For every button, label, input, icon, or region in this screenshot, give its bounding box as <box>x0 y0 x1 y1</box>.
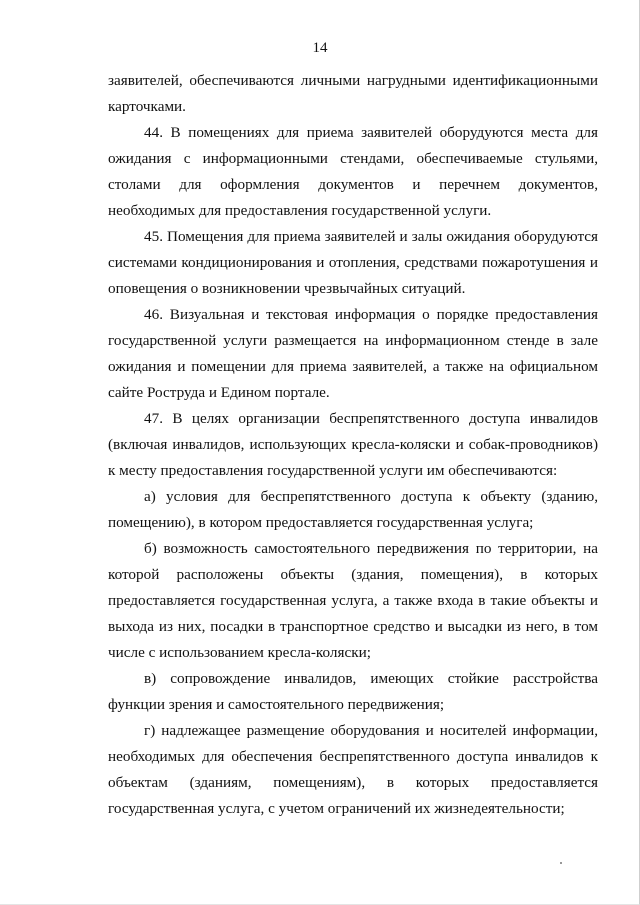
paragraph-47: 47. В целях организации беспрепятственного доступа инвалидов (включая инвалидов, использующих кресла-коляски и собак-проводников) к месту предоставления государственной услуги им обеспечиваются: <box>108 410 598 479</box>
document-body <box>108 68 598 822</box>
scan-speck <box>560 862 562 864</box>
paragraph-47-v: в) сопровождение инвалидов, имеющих стойкие расстройства функции зрения и самостоятельного передвижения; <box>108 670 598 713</box>
paragraph-43-continuation: заявителей, обеспечиваются личными нагрудными идентификационными карточками. <box>108 72 598 115</box>
paragraph-44: 44. В помещениях для приема заявителей оборудуются места для ожидания с информационными стендами, обеспечиваемые стульями, столами для оформления документов и перечнем документов, необходимых для предоставления государственной услуги. <box>108 124 598 219</box>
paragraph-45: 45. Помещения для приема заявителей и залы ожидания оборудуются системами кондиционирования и отопления, средствами пожаротушения и оповещения о возникновении чрезвычайных ситуаций. <box>108 228 598 297</box>
page-number: 14 <box>312 40 328 56</box>
paragraph-47-g: г) надлежащее размещение оборудования и носителей информации, необходимых для обеспечения беспрепятственного доступа инвалидов к объектам (зданиям, помещениям), в которых предоставляется государственная услуга, с учетом ограничений их жизнедеятельности; <box>108 722 598 817</box>
paragraph-46: 46. Визуальная и текстовая информация о порядке предоставления государственной услуги размещается на информационном стенде в зале ожидания и помещении для приема заявителей, а также на официальном сайте Роструда и Едином портале. <box>108 306 598 401</box>
paragraph-47-b: б) возможность самостоятельного передвижения по территории, на которой расположены объекты (здания, помещения), в которых предоставляется государственная услуга, а также входа в такие объекты и выхода из них, посадки в транспортное средство и высадки из него, в том числе с использованием кресла-коляски; <box>108 540 598 661</box>
paragraph-47-a: а) условия для беспрепятственного доступа к объекту (зданию, помещению), в котором предоставляется государственная услуга; <box>108 488 598 531</box>
